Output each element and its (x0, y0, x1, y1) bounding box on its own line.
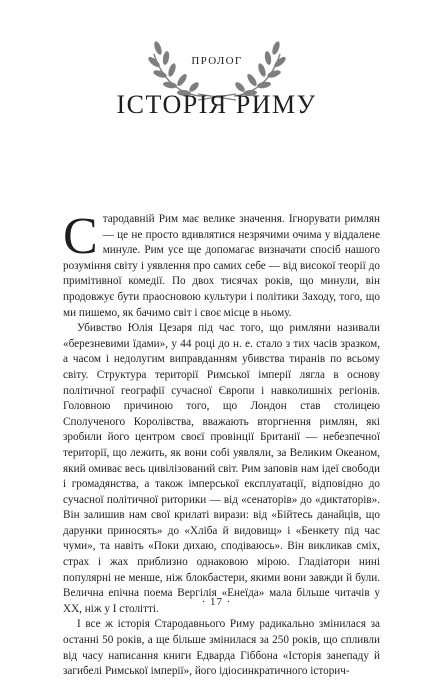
drop-cap: С (63, 208, 98, 265)
chapter-title: ІСТОРІЯ РИМУ (116, 90, 317, 119)
paragraph: Убивство Юлія Цезаря під час того, що римляни називали «березневими їдами», у 44 році до н. е. стало з тих часів зразком, а часом і недолугим виправданням убивства тиранів по всьому світу. Структура території Римської імперії лягла в основу політичної географії сучасної Європи і навколишніх регіонів. Головною причиною того, що Лондон став столицею Сполученого Королівства, вважають вторгнення римлян, які зробили його центром своєї провінції Британії — небезпечної території, що лежить, як вони собі уявляли, за Великим Океаном, який омиває весь цивілізований світ. Рим заповів нам ідеї свободи і громадянства, а також імперської експлуатації, відповідно до сучасної політичної риторики — від «сенаторів» до «диктаторів». Він залишив нам свої крилаті вирази: від «Бійтесь данайців, що дарунки приносять» до «Хліба й видовищ» і «Бенкету під час чуми», та навіть «Поки дихаю, сподіваюсь». Він викликав сміх, страх і жах приблизно однаковою мірою. Гладіатори нині популярні не менше, ніж блокбастери, якими вони завжди й були. Велична епічна поема Вергілія «Енеїда» мала більше читачів у XX, ніж у I столітті. (63, 322, 380, 615)
page-number: · 17 · (201, 596, 232, 608)
paragraph-text: тародавній Рим має велике значення. Ігнорувати римлян — це не просто вдивлятися незрячими очима у віддалене минуле. Рим усе ще допомагає визначати спосіб нашого розуміння світу і уявлення про самих себе — від високої теорії до примітивної комедії. По двох тисячах років, що минули, він продовжує бути праосновою культури і політики Заходу, того, що ми пишемо, як бачимо світ і своє місце в ньому. (63, 213, 380, 319)
body-text (63, 208, 380, 680)
prologue-label: ПРОЛОГ (191, 55, 243, 67)
paragraph (63, 208, 380, 321)
paragraph: І все ж історія Стародавнього Риму радикально змінилася за останні 50 років, а ще більше змінилася за 250 років, що спливли від часу написання книги Едварда Гіббона «Історія занепаду й загибелі Римської імперії», його ідіосинкратичного історич- (63, 618, 380, 678)
